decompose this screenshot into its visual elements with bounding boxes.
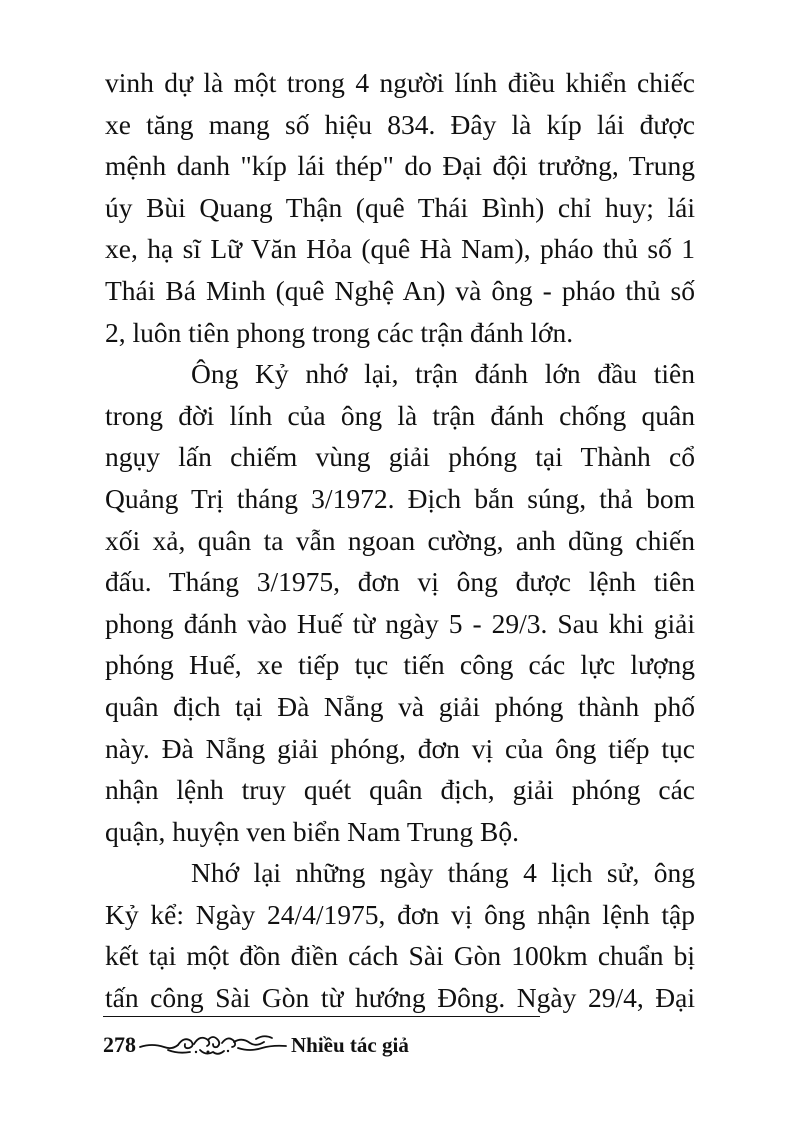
text-line: Ông Kỷ nhớ lại, trận đánh lớn đầu tiên bbox=[191, 358, 695, 390]
paragraph bbox=[105, 353, 695, 852]
text-line: quân địch tại Đà Nẵng và giải phóng thành phố bbox=[105, 690, 695, 722]
text-line: kết tại một đồn điền cách Sài Gòn 100km chuẩn bị bbox=[105, 940, 695, 972]
text-line: quận, huyện ven biển Nam Trung Bộ. bbox=[105, 815, 520, 847]
text-line: xe tăng mang số hiệu 834. Đây là kíp lái được bbox=[105, 108, 695, 140]
text-line: Nhớ lại những ngày tháng 4 lịch sử, ông bbox=[191, 857, 695, 889]
text-line: nhận lệnh truy quét quân địch, giải phóng các bbox=[105, 774, 695, 806]
text-line: Quảng Trị tháng 3/1972. Địch bắn súng, thả bom bbox=[105, 482, 695, 514]
text-line: Thái Bá Minh (quê Nghệ An) và ông - pháo thủ số bbox=[105, 274, 695, 306]
text-line: này. Đà Nẵng giải phóng, đơn vị của ông tiếp tục bbox=[105, 732, 695, 764]
body-text bbox=[105, 62, 695, 1019]
text-line: úy Bùi Quang Thận (quê Thái Bình) chỉ huy; lái bbox=[105, 191, 695, 223]
text-line: đấu. Tháng 3/1975, đơn vị ông được lệnh tiên bbox=[105, 566, 695, 598]
text-line: mệnh danh "kíp lái thép" do Đại đội trưởng, Trung bbox=[105, 150, 695, 182]
paragraph bbox=[105, 852, 695, 1018]
page-number: 278 bbox=[103, 1032, 136, 1057]
text-line: ngụy lấn chiếm vùng giải phóng tại Thành cổ bbox=[105, 441, 695, 473]
footer-rule bbox=[103, 1016, 540, 1017]
text-line: trong đời lính của ông là trận đánh chống quân bbox=[105, 399, 695, 431]
paragraph bbox=[105, 62, 695, 353]
text-line: xối xả, quân ta vẫn ngoan cường, anh dũng chiến bbox=[105, 524, 695, 556]
text-line: vinh dự là một trong 4 người lính điều khiển chiếc bbox=[105, 67, 695, 98]
text-line: xe, hạ sĩ Lữ Văn Hỏa (quê Hà Nam), pháo thủ số 1 bbox=[105, 233, 695, 265]
text-line: phong đánh vào Huế từ ngày 5 - 29/3. Sau khi giải bbox=[105, 607, 695, 639]
text-line: phóng Huế, xe tiếp tục tiến công các lực lượng bbox=[105, 649, 695, 681]
scroll-ornament-icon bbox=[138, 1030, 288, 1060]
text-line: Kỷ kể: Ngày 24/4/1975, đơn vị ông nhận lệnh tập bbox=[105, 898, 695, 930]
page-footer bbox=[103, 1027, 409, 1063]
text-line: 2, luôn tiên phong trong các trận đánh lớn. bbox=[105, 316, 574, 348]
text-line: tấn công Sài Gòn từ hướng Đông. Ngày 29/4, Đại bbox=[105, 982, 695, 1014]
running-title: Nhiều tác giả bbox=[291, 1033, 409, 1057]
